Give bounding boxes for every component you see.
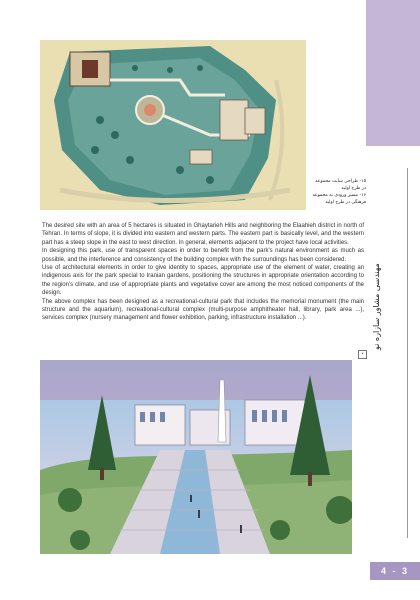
- body-text: [42, 222, 364, 323]
- caption-line: ۱۵- طراحی سایت مجموعه در طرح اولیه: [315, 179, 366, 191]
- page-number: 4 - 3: [370, 562, 420, 580]
- site-plan-drawing: [40, 40, 306, 210]
- perspective-rendering: [40, 360, 352, 554]
- sidebar-accent-block: [366, 0, 420, 146]
- plan-caption: [310, 178, 366, 206]
- caption-line: ۱۶- مسیر ورودی به مجموعه فرهنگی در طرح اولیه: [312, 193, 366, 205]
- paragraph: The desired site with an area of 5 hectares is situated in Ghaytarieh Hills and neighboring the Elaahieh district in north of Tehran. In terms of slope, it is divided into eastern and western parts. The eastern part is basically level, and the western part has a steep slope in the east to west direction. In general, elements adjacent to the project have local activities.: [42, 223, 364, 246]
- paragraph: In designing this park, use of transparent spaces in order to benefit from the park's natural environment as much as possible, and the interference and consistency of the building complex with the surroundings has been considered.: [42, 248, 364, 263]
- page-marker-icon: ▪: [358, 350, 367, 359]
- perspective-rendering-figure: [40, 360, 352, 554]
- paragraph: Use of architectural elements in order to give identity to spaces, appropriate use of the element of water, creating an indigenous axis for the park special to Iranian gardens, positioning the structures in appropriate orientation according to the region's climate, and use of appropriate plants and vegetative cover are among the most noticed components of the design.: [42, 265, 364, 297]
- sidebar-rule: [407, 168, 408, 538]
- paragraph: The above complex has been designed as a recreational-cultural park that includes the memorial monument (the main structure and the aquarium), recreational-cultural complex (multi-purpose amphitheater hall, library, park area ...), services complex (nursery management and flower exhibition, parking, infrastructure installation ...).: [42, 298, 364, 322]
- site-plan-figure: [40, 40, 306, 210]
- sidebar-firm-name: مهندسی مشاور سازاره نو: [372, 263, 381, 350]
